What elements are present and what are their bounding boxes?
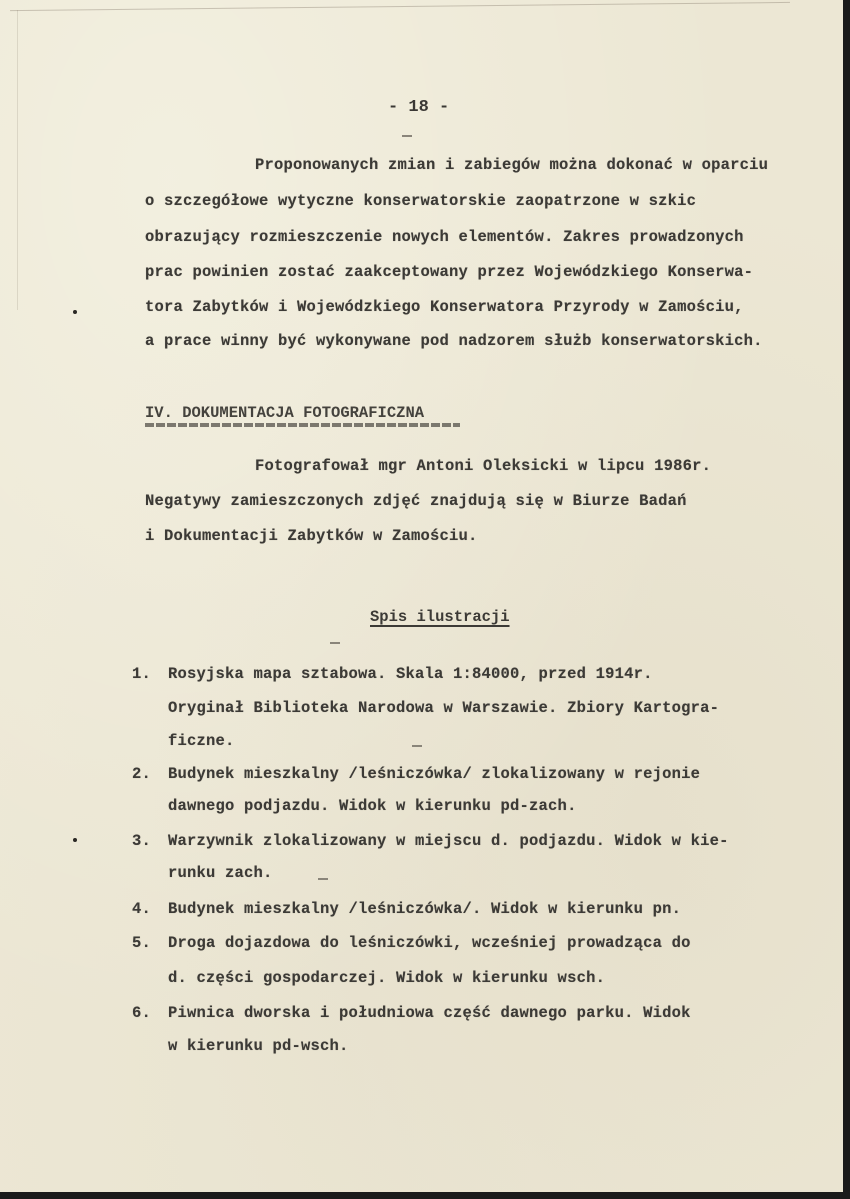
page-number: - 18 - xyxy=(388,98,450,117)
section-heading: IV. DOKUMENTACJA FOTOGRAFICZNA xyxy=(145,404,425,422)
list-item-line: d. części gospodarczej. Widok w kierunku wsch. xyxy=(168,969,606,987)
paragraph-line: tora Zabytków i Wojewódzkiego Konserwatora Przyrody w Zamościu, xyxy=(145,298,744,316)
margin-dot xyxy=(73,310,77,314)
heading-underline xyxy=(145,423,460,427)
list-item-line: runku zach. xyxy=(168,864,273,882)
list-item-line: Warzywnik zlokalizowany w miejscu d. podjazdu. Widok w kie- xyxy=(168,832,729,850)
list-item-line: w kierunku pd-wsch. xyxy=(168,1037,349,1055)
list-item-number: 4. xyxy=(132,900,152,918)
paragraph-line: a prace winny być wykonywane pod nadzorem służb konserwatorskich. xyxy=(145,332,763,350)
list-item-line: Budynek mieszkalny /leśniczówka/ zlokalizowany w rejonie xyxy=(168,765,701,783)
list-item-line: dawnego podjazdu. Widok w kierunku pd-zach. xyxy=(168,797,577,815)
paragraph-line: Fotografował mgr Antoni Oleksicki w lipcu 1986r. xyxy=(255,457,712,475)
list-item-line: Piwnica dworska i południowa część dawnego parku. Widok xyxy=(168,1004,691,1022)
list-item-number: 3. xyxy=(132,832,152,850)
paragraph-line: obrazujący rozmieszczenie nowych elementów. Zakres prowadzonych xyxy=(145,228,744,246)
list-item-line: Budynek mieszkalny /leśniczówka/. Widok w kierunku pn. xyxy=(168,900,682,918)
list-item-number: 2. xyxy=(132,765,152,783)
list-item-number: 5. xyxy=(132,934,152,952)
paragraph-line: Negatywy zamieszczonych zdjęć znajdują się w Biurze Badań xyxy=(145,492,687,510)
paragraph-line: Proponowanych zmian i zabiegów można dokonać w oparciu xyxy=(255,156,769,174)
list-item-line: Oryginał Biblioteka Narodowa w Warszawie. Zbiory Kartogra- xyxy=(168,699,720,717)
stray-mark xyxy=(330,642,340,644)
list-item-line: ficzne. xyxy=(168,732,235,750)
margin-dot xyxy=(73,838,77,842)
list-item-number: 6. xyxy=(132,1004,152,1022)
list-item-number: 1. xyxy=(132,665,152,683)
list-item-line: Rosyjska mapa sztabowa. Skala 1:84000, przed 1914r. xyxy=(168,665,653,683)
stray-mark xyxy=(412,745,422,747)
list-item-line: Droga dojazdowa do leśniczówki, wcześniej prowadząca do xyxy=(168,934,691,952)
paragraph-line: o szczegółowe wytyczne konserwatorskie zaopatrzone w szkic xyxy=(145,192,697,210)
paragraph-line: i Dokumentacji Zabytków w Zamościu. xyxy=(145,527,478,545)
stray-mark xyxy=(318,878,328,880)
list-title: Spis ilustracji xyxy=(370,608,510,626)
stray-mark xyxy=(402,135,412,137)
paragraph-line: prac powinien zostać zaakceptowany przez Wojewódzkiego Konserwa- xyxy=(145,263,754,281)
